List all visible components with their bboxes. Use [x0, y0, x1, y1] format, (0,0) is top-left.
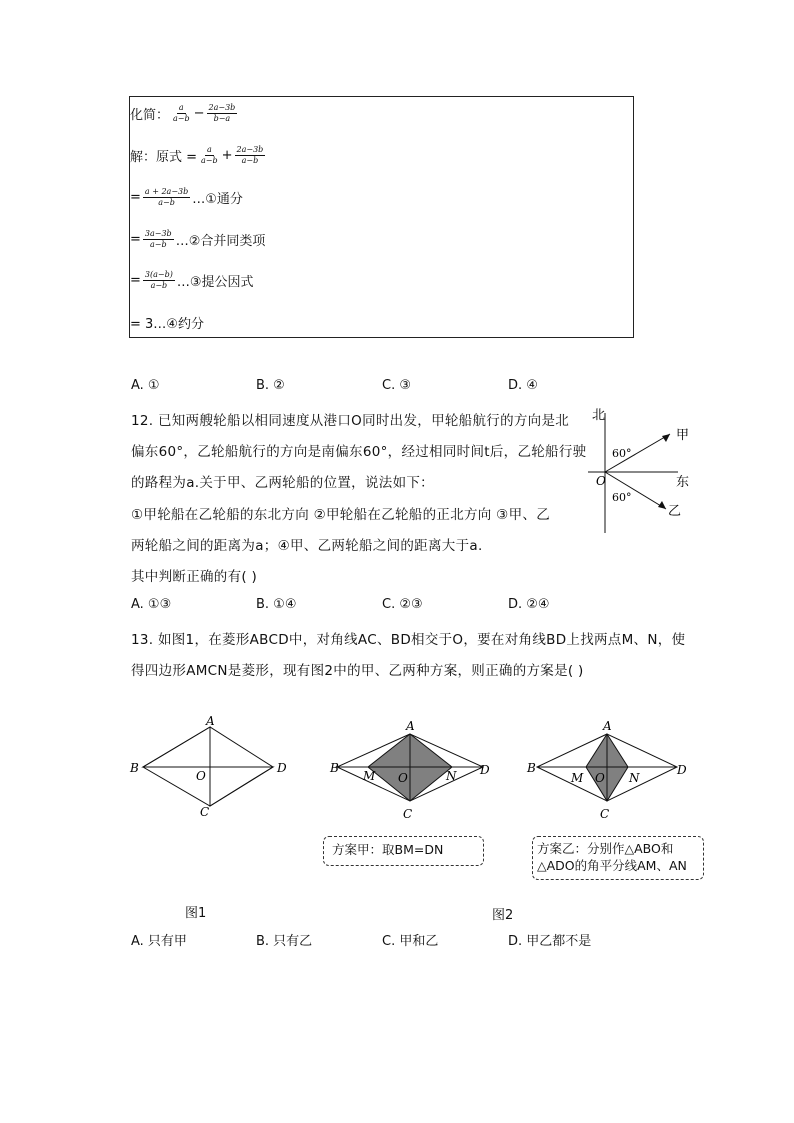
- label-b: B: [527, 761, 536, 775]
- label-o: O: [398, 771, 408, 785]
- fraction: [199, 145, 220, 166]
- q12-line-6: 其中判断正确的有( ): [131, 569, 258, 585]
- label-b: B: [130, 761, 139, 775]
- label-d: D: [277, 761, 287, 775]
- q12-line-1: 12. 已知两艘轮船以相同速度从港口O同时出发，甲轮船航行的方向是北: [131, 413, 570, 429]
- q12-line-5: 两轮船之间的距离为a；④甲、乙两轮船之间的距离大于a.: [131, 538, 483, 554]
- north-label: 北: [592, 408, 606, 423]
- q13-option-a[interactable]: A. 只有甲: [131, 934, 187, 949]
- plan-jia-text: 方案甲：取BM=DN: [332, 842, 444, 857]
- plan-yi-text-2: △ADO的角平分线AM、AN: [537, 858, 687, 873]
- label-o: O: [595, 771, 605, 785]
- solution-box: [129, 96, 634, 338]
- figure-2-plan-yi: [523, 712, 693, 824]
- plan-yi-box: [532, 836, 704, 880]
- frac-den: a−b: [241, 156, 259, 165]
- frac-den: b−a: [213, 114, 231, 123]
- label-m: M: [571, 771, 584, 785]
- label-a: A: [603, 719, 612, 733]
- box-line-2: [130, 145, 267, 166]
- q11-option-a[interactable]: A. ①: [131, 378, 160, 393]
- fraction: [171, 103, 192, 124]
- q13-line-1: 13. 如图1，在菱形ABCD中，对角线AC、BD相交于O，要在对角线BD上找两点M、N，使: [131, 632, 686, 648]
- label-c: C: [200, 805, 210, 819]
- plan-yi-text-1: 方案乙：分别作△ABO和: [537, 841, 674, 856]
- angle-label-2: 60°: [612, 491, 632, 504]
- frac-num: a + 2a−3b: [144, 187, 189, 196]
- q13-option-c[interactable]: C. 甲和乙: [382, 934, 439, 949]
- operator: −: [193, 106, 205, 121]
- q12-option-d[interactable]: D. ②④: [508, 597, 550, 612]
- q12-option-a[interactable]: A. ①③: [131, 597, 172, 612]
- label-a: A: [406, 719, 415, 733]
- frac-num: 3a−3b: [144, 229, 172, 238]
- q12-option-b[interactable]: B. ①④: [256, 597, 297, 612]
- label-n: N: [629, 771, 640, 785]
- q11-option-b[interactable]: B. ②: [256, 378, 285, 393]
- yi-label: 乙: [668, 504, 682, 519]
- compass-diagram: [588, 405, 698, 535]
- frac-num: 3(a−b): [144, 270, 173, 279]
- frac-den: a−b: [173, 114, 190, 123]
- box-line-6: [130, 313, 204, 332]
- frac-den: a−b: [150, 281, 168, 290]
- q11-option-d[interactable]: D. ④: [508, 378, 538, 393]
- figure-2-plan-jia: [326, 712, 496, 824]
- step-label: …①通分: [192, 192, 243, 207]
- final-step: = 3…④约分: [130, 317, 204, 332]
- equals: =: [130, 190, 141, 205]
- frac-den: a−b: [201, 156, 218, 165]
- q12-line-2: 偏东60°，乙轮船航行的方向是南偏东60°，经过相同时间t后，乙轮船行驶: [131, 444, 587, 460]
- label-c: C: [600, 807, 610, 821]
- label-m: M: [363, 769, 376, 783]
- frac-num: a: [178, 103, 184, 112]
- label-a: A: [206, 714, 215, 728]
- fraction: [143, 270, 175, 291]
- frac-den: a−b: [158, 198, 175, 207]
- fraction: [143, 187, 190, 208]
- q13-option-b[interactable]: B. 只有乙: [256, 934, 313, 949]
- operator: +: [221, 148, 233, 163]
- q12-line-3: 的路程为a.关于甲、乙两轮船的位置，说法如下：: [131, 475, 434, 491]
- east-label: 东: [676, 475, 690, 490]
- q12-option-c[interactable]: C. ②③: [382, 597, 423, 612]
- box-line-4: [130, 229, 265, 250]
- figure-1-caption: 图1: [185, 906, 207, 921]
- frac-num: 2a−3b: [208, 103, 236, 112]
- origin-label: O: [596, 474, 606, 488]
- frac-num: 2a−3b: [236, 145, 264, 154]
- equals: =: [130, 232, 141, 247]
- q13-option-d[interactable]: D. 甲乙都不是: [508, 934, 592, 949]
- figure-1-rhombus: [126, 712, 296, 824]
- box-line-3: [130, 187, 243, 208]
- jia-label: 甲: [676, 428, 690, 443]
- line1-prefix: 化简：: [130, 108, 170, 123]
- angle-label-1: 60°: [612, 447, 632, 460]
- q13-line-2: 得四边形AMCN是菱形，现有图2中的甲、乙两种方案，则正确的方案是( ): [131, 663, 584, 679]
- label-n: N: [446, 769, 457, 783]
- label-d: D: [480, 763, 490, 777]
- box-line-1: [130, 103, 239, 124]
- equals: =: [130, 273, 141, 288]
- label-d: D: [677, 763, 687, 777]
- label-c: C: [403, 807, 413, 821]
- frac-den: a−b: [150, 240, 167, 249]
- line2-prefix: 解：原式 =: [130, 150, 198, 165]
- fraction: [235, 145, 266, 166]
- fraction: [207, 103, 238, 124]
- fraction: [143, 229, 174, 250]
- q12-line-4: ①甲轮船在乙轮船的东北方向 ②甲轮船在乙轮船的正北方向 ③甲、乙: [131, 507, 550, 523]
- q11-option-c[interactable]: C. ③: [382, 378, 411, 393]
- step-label: …③提公因式: [176, 275, 254, 290]
- label-b: B: [330, 761, 339, 775]
- step-label: …②合并同类项: [175, 234, 266, 249]
- figure-2-caption: 图2: [492, 908, 514, 923]
- plan-jia-box: [323, 836, 484, 866]
- frac-num: a: [206, 145, 212, 154]
- box-line-5: [130, 270, 254, 291]
- label-o: O: [196, 769, 206, 783]
